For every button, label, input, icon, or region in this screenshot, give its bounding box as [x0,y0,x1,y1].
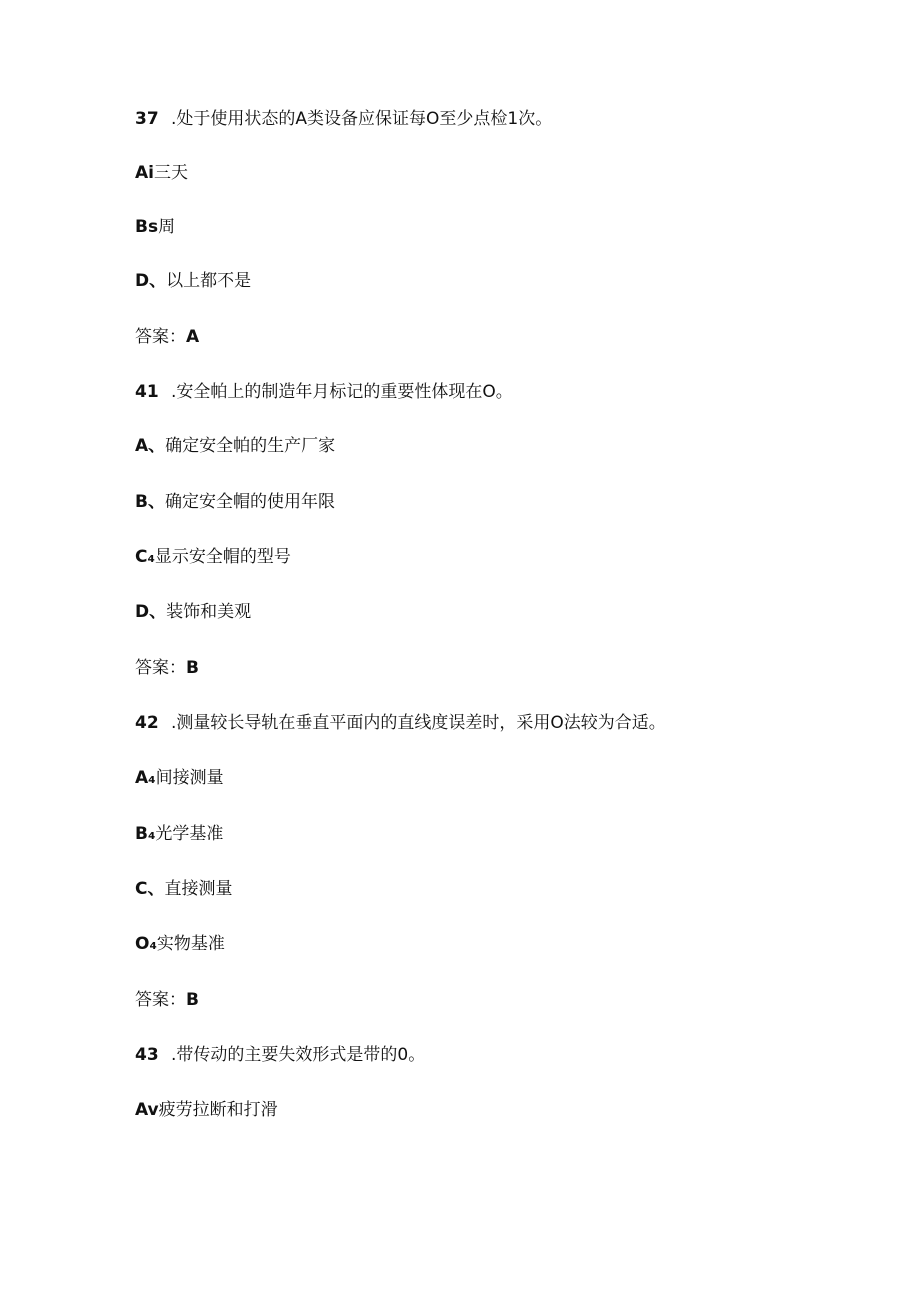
option-item [135,767,224,789]
option-text: 光学基准 [155,824,224,844]
option-text: 间接测量 [155,768,224,788]
option-item [135,270,251,292]
question-42 [135,712,666,734]
option-text: 直接测量 [164,879,233,899]
question-text: .测量较长导轨在垂直平面内的直线度误差时，采用O法较为合适。 [171,713,666,733]
option-item [135,878,232,900]
option-text: 以上都不是 [166,271,252,291]
option-item [135,546,291,568]
answer-value: B [186,990,199,1010]
question-number: 41 [135,382,159,402]
answer-label: 答案： [135,327,186,347]
option-text: 疲劳拉断和打滑 [158,1100,278,1120]
option-label: D、 [135,271,167,291]
option-label: B₄ [135,824,156,844]
option-item [135,601,251,623]
option-label: O₄ [135,934,157,954]
option-label: Av [135,1100,159,1120]
option-label: B、 [135,492,165,512]
answer-label: 答案： [135,658,186,678]
answer-line [135,657,199,679]
option-text: 实物基准 [156,934,225,954]
question-number: 43 [135,1045,159,1065]
question-37 [135,108,552,130]
option-text: 显示安全帽的型号 [154,547,291,567]
option-text: 三天 [153,163,188,183]
option-text: 确定安全帽的使用年限 [164,492,335,512]
answer-value: A [186,327,200,347]
option-text: 装饰和美观 [166,602,252,622]
answer-value: B [186,658,199,678]
option-item [135,933,225,955]
option-label: D、 [135,602,167,622]
option-label: Ai [135,163,154,183]
option-item [135,823,223,845]
option-item [135,491,335,513]
option-label: A₄ [135,768,156,788]
option-item [135,1099,278,1121]
option-text: 周 [158,217,176,237]
option-label: C、 [135,879,165,899]
question-41 [135,381,513,403]
answer-line [135,326,199,348]
option-label: C₄ [135,547,155,567]
option-label: Bs [135,217,159,237]
option-item [135,216,175,238]
question-43 [135,1044,425,1066]
answer-line [135,989,199,1011]
question-text: .安全帕上的制造年月标记的重要性体现在O。 [171,382,513,402]
question-number: 37 [135,109,159,129]
question-number: 42 [135,713,159,733]
option-item [135,162,188,184]
option-label: A、 [135,436,166,456]
option-text: 确定安全帕的生产厂家 [165,436,336,456]
question-text: .带传动的主要失效形式是带的0。 [171,1045,426,1065]
answer-label: 答案： [135,990,186,1010]
question-text: .处于使用状态的A类设备应保证每O至少点检1次。 [171,109,553,129]
option-item [135,435,335,457]
